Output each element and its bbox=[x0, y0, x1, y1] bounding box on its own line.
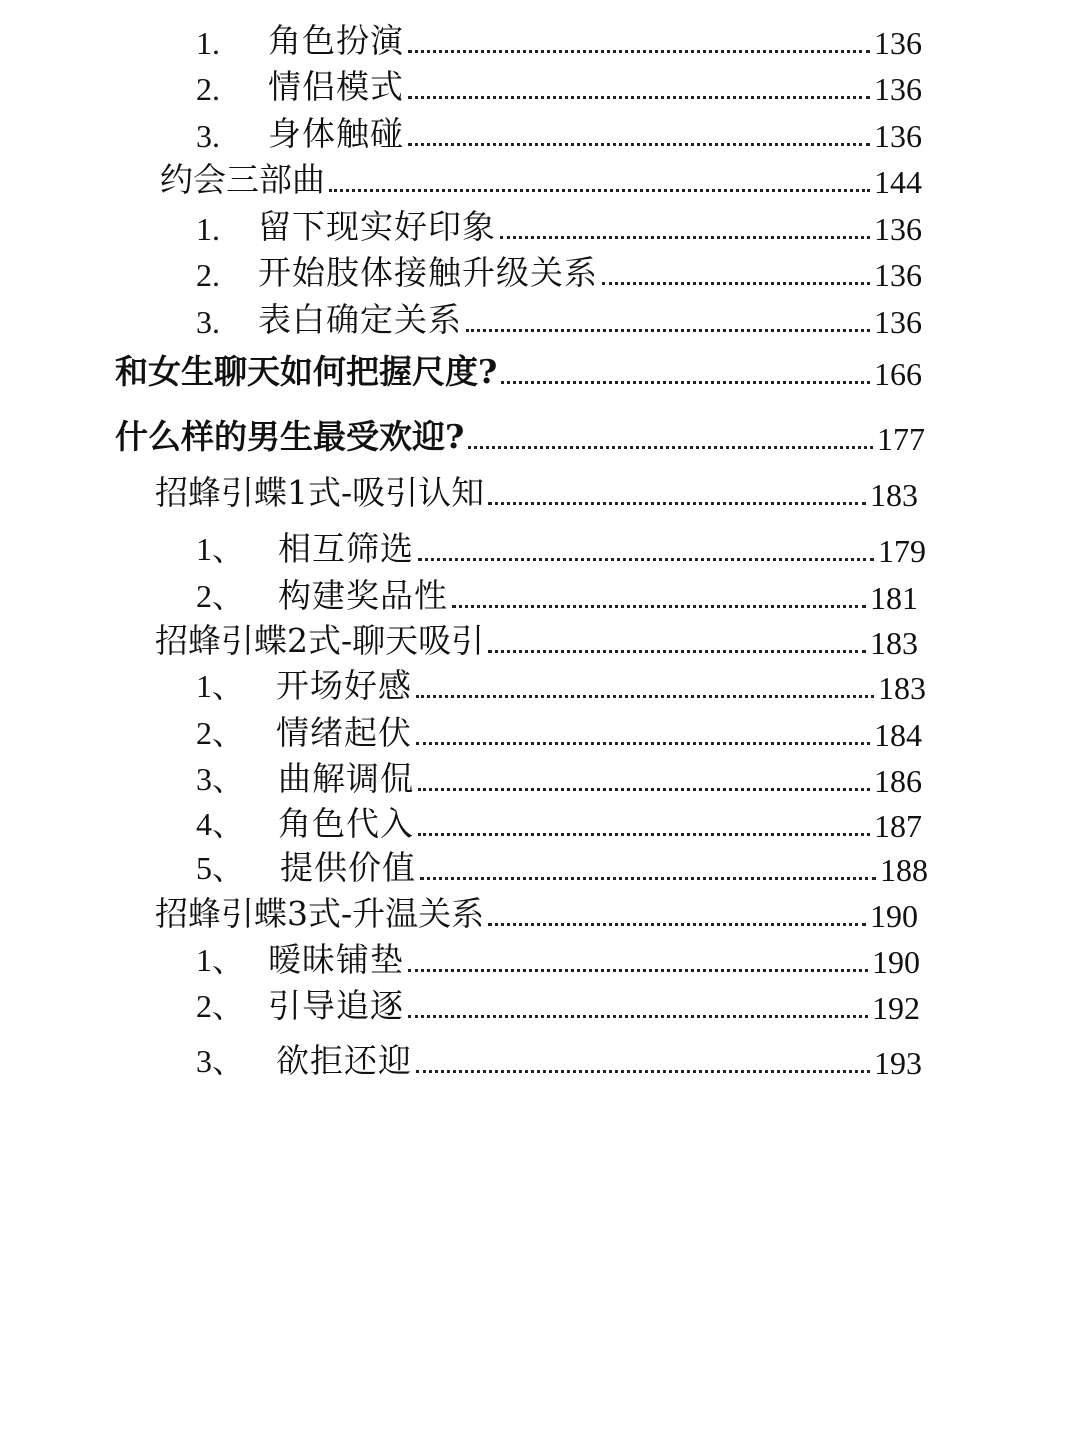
toc-entry-title: 情侣模式 bbox=[268, 67, 404, 106]
toc-entry-title: 欲拒还迎 bbox=[276, 1041, 412, 1080]
toc-entry[interactable] bbox=[160, 161, 922, 201]
toc-entry-number: 3、 bbox=[196, 1043, 245, 1079]
toc-entry-page: 136 bbox=[874, 257, 922, 293]
toc-entry[interactable] bbox=[155, 622, 918, 662]
toc-entry-title: 曲解调侃 bbox=[278, 759, 414, 798]
toc-entry[interactable] bbox=[155, 895, 918, 935]
dot-leader bbox=[408, 969, 868, 972]
toc-entry-page: 166 bbox=[874, 356, 922, 392]
toc-entry-page: 193 bbox=[874, 1045, 922, 1081]
toc-entry-title: 约会三部曲 bbox=[160, 160, 325, 199]
toc-chapter-entry[interactable] bbox=[115, 418, 925, 458]
toc-entry[interactable] bbox=[196, 1042, 922, 1082]
toc-entry[interactable] bbox=[196, 714, 922, 754]
toc-entry-number: 2、 bbox=[196, 578, 245, 614]
toc-entry-page: 136 bbox=[874, 304, 922, 340]
dot-leader bbox=[408, 143, 870, 146]
toc-entry-page: 136 bbox=[874, 71, 922, 107]
toc-entry-number: 4、 bbox=[196, 806, 245, 842]
toc-entry-page: 183 bbox=[870, 625, 918, 661]
toc-entry-title: 和女生聊天如何把握尺度? bbox=[115, 352, 498, 391]
toc-entry-page: 177 bbox=[877, 421, 925, 457]
toc-entry[interactable] bbox=[196, 301, 922, 341]
toc-entry-page: 186 bbox=[874, 763, 922, 799]
dot-leader bbox=[418, 833, 870, 836]
toc-entry-title: 表白确定关系 bbox=[258, 300, 462, 339]
toc-entry-page: 190 bbox=[870, 898, 918, 934]
toc-entry[interactable] bbox=[196, 849, 928, 889]
toc-entry-title: 相互筛选 bbox=[278, 529, 414, 568]
toc-entry-title: 什么样的男生最受欢迎? bbox=[115, 417, 465, 456]
toc-entry-number: 1. bbox=[196, 211, 220, 247]
toc-entry[interactable] bbox=[196, 760, 922, 800]
toc-entry[interactable] bbox=[196, 805, 922, 845]
toc-entry[interactable] bbox=[196, 941, 920, 981]
dot-leader bbox=[488, 650, 866, 653]
toc-entry-page: 183 bbox=[870, 477, 918, 513]
toc-entry-number: 3、 bbox=[196, 761, 245, 797]
dot-leader bbox=[416, 695, 874, 698]
toc-entry-title: 角色扮演 bbox=[268, 21, 404, 60]
toc-entry-page: 192 bbox=[872, 990, 920, 1026]
toc-entry-number: 2、 bbox=[196, 715, 245, 751]
dot-leader bbox=[416, 742, 870, 745]
toc-entry-number: 2、 bbox=[196, 988, 245, 1024]
toc-entry-page: 179 bbox=[878, 533, 926, 569]
toc-entry-title: 招蜂引蝶2式-聊天吸引 bbox=[155, 621, 485, 660]
dot-leader bbox=[500, 236, 870, 239]
toc-entry-page: 187 bbox=[874, 808, 922, 844]
toc-entry[interactable] bbox=[196, 987, 920, 1027]
toc-entry-page: 184 bbox=[874, 717, 922, 753]
toc-entry-title: 构建奖品性 bbox=[278, 576, 448, 615]
dot-leader bbox=[501, 381, 870, 384]
dot-leader bbox=[452, 605, 866, 608]
toc-entry[interactable] bbox=[196, 530, 926, 570]
toc-entry-number: 1、 bbox=[196, 531, 245, 567]
dot-leader bbox=[408, 50, 870, 53]
toc-entry-number: 2. bbox=[196, 71, 220, 107]
dot-leader bbox=[468, 446, 873, 449]
toc-entry[interactable] bbox=[196, 254, 922, 294]
toc-entry[interactable] bbox=[196, 208, 922, 248]
toc-entry-title: 身体触碰 bbox=[268, 114, 404, 153]
dot-leader bbox=[408, 96, 870, 99]
toc-entry[interactable] bbox=[196, 115, 922, 155]
toc-entry-number: 3. bbox=[196, 118, 220, 154]
dot-leader bbox=[329, 189, 870, 192]
toc-entry-number: 1、 bbox=[196, 942, 245, 978]
toc-entry-title: 留下现实好印象 bbox=[258, 207, 496, 246]
toc-entry-title: 引导追逐 bbox=[268, 986, 404, 1025]
toc-entry-page: 190 bbox=[872, 944, 920, 980]
toc-entry-title: 情绪起伏 bbox=[276, 713, 412, 752]
toc-entry-title: 开始肢体接触升级关系 bbox=[258, 253, 598, 292]
toc-entry-page: 144 bbox=[874, 164, 922, 200]
toc-entry-page: 183 bbox=[878, 670, 926, 706]
dot-leader bbox=[602, 282, 870, 285]
dot-leader bbox=[488, 502, 866, 505]
toc-entry-number: 1. bbox=[196, 25, 220, 61]
toc-entry-number: 2. bbox=[196, 257, 220, 293]
dot-leader bbox=[418, 558, 874, 561]
toc-chapter-entry[interactable] bbox=[115, 353, 922, 393]
toc-entry[interactable] bbox=[196, 667, 926, 707]
toc-entry[interactable] bbox=[196, 22, 922, 62]
toc-entry[interactable] bbox=[196, 577, 918, 617]
dot-leader bbox=[408, 1015, 868, 1018]
toc-entry-title: 暧昧铺垫 bbox=[268, 940, 404, 979]
toc-entry-title: 角色代入 bbox=[278, 804, 414, 843]
dot-leader bbox=[420, 877, 876, 880]
toc-entry[interactable] bbox=[155, 474, 918, 514]
dot-leader bbox=[418, 788, 870, 791]
toc-entry-number: 1、 bbox=[196, 668, 245, 704]
toc-entry-page: 181 bbox=[870, 580, 918, 616]
toc-entry[interactable] bbox=[196, 68, 922, 108]
toc-entry-title: 招蜂引蝶1式-吸引认知 bbox=[155, 473, 485, 512]
toc-entry-title: 开场好感 bbox=[276, 666, 412, 705]
toc-entry-page: 188 bbox=[880, 852, 928, 888]
toc-entry-number: 3. bbox=[196, 304, 220, 340]
toc-entry-title: 招蜂引蝶3式-升温关系 bbox=[155, 894, 485, 933]
dot-leader bbox=[466, 329, 870, 332]
toc-entry-title: 提供价值 bbox=[280, 848, 416, 887]
toc-entry-page: 136 bbox=[874, 118, 922, 154]
dot-leader bbox=[488, 923, 866, 926]
toc-entry-page: 136 bbox=[874, 211, 922, 247]
toc-entry-number: 5、 bbox=[196, 850, 245, 886]
dot-leader bbox=[416, 1070, 870, 1073]
toc-entry-page: 136 bbox=[874, 25, 922, 61]
